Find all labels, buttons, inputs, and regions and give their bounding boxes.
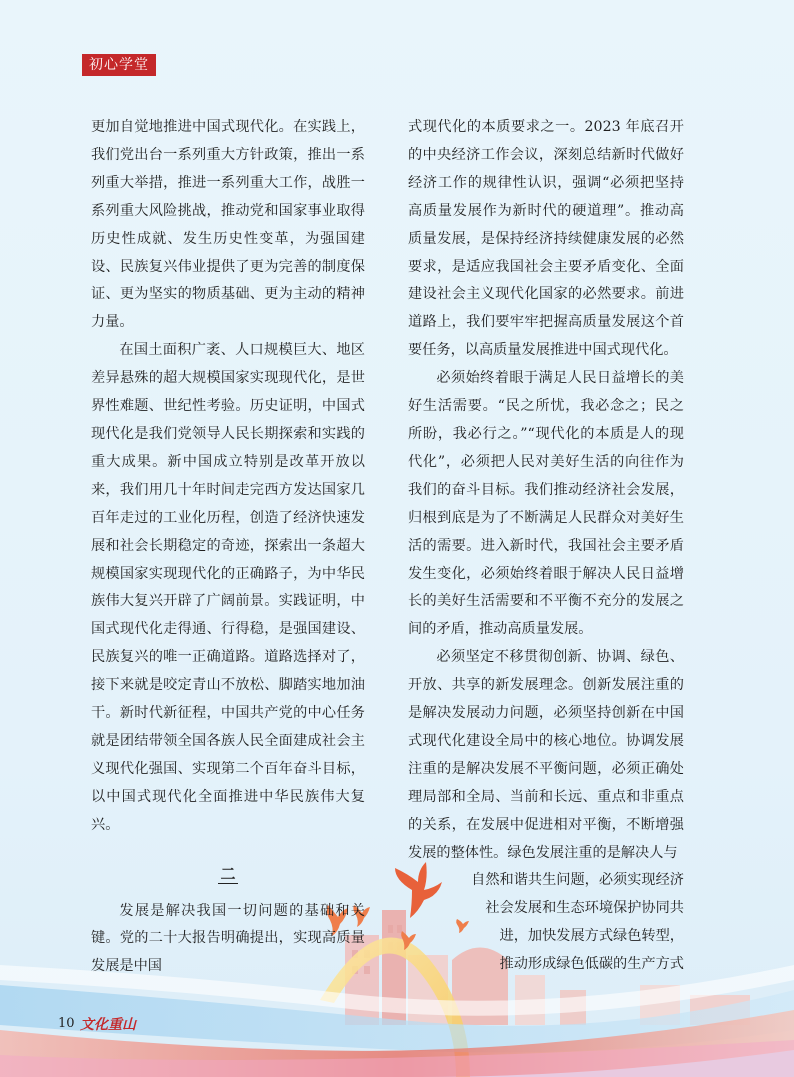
text-line: 社会发展和生态环境保护协同共 xyxy=(485,900,684,917)
text-line: 进，加快发展方式绿色转型， xyxy=(499,928,684,945)
paragraph: 必须坚定不移贯彻创新、协调、绿色、开放、共享的新发展理念。创新发展注重的是解决发展动力问题，必须坚持创新在中国式现代化建设全局中的核心地位。协调发展注重的是解决发展不平衡问题，必须正确处理局部和全局、当前和长远、重点和非重点的关系，在发展中促进相对平衡，不断增强发展的整体性。绿色发展注重的是解决人与 xyxy=(408,649,684,861)
text-line: 推动形成绿色低碳的生产方式 xyxy=(499,956,684,973)
page-number: 10 xyxy=(58,1016,75,1031)
paragraph: 在国土面积广袤、人口规模巨大、地区差异悬殊的超大规模国家实现现代化，是世界性难题、世纪性考验。历史证明，中国式现代化是我们党领导人民长期探索和实践的重大成果。新中国成立特别是改革开放以来，我们用几十年时间走完西方发达国家几百年走过的工业化历程，创造了经济快速发展和社会长期稳定的奇迹，探索出一条超大规模国家实现现代化的正确路子，为中华民族伟大复兴开辟了广阔前景。实践证明，中国式现代化走得通、行得稳，是强国建设、民族复兴的唯一正确道路。道路选择对了，接下来就是咬定青山不放松、脚踏实地加油干。新时代新征程，中国共产党的中心任务就是团结带领全国各族人民全面建成社会主义现代化强国、实现第二个百年奋斗目标，以中国式现代化全面推进中华民族伟大复兴。 xyxy=(91,342,365,833)
shaped-text-tail xyxy=(408,867,684,979)
paragraph: 更加自觉地推进中国式现代化。在实践上，我们党出台一系列重大方针政策，推出一系列重大举措，推进一系列重大工作，战胜一系列重大风险挑战，推动党和国家事业取得历史性成就、发生历史性变革，为强国建设、民族复兴伟业提供了更为完善的制度保证、更为坚实的物质基础、更为主动的精神力量。 xyxy=(91,119,365,331)
paragraph: 发展是解决我国一切问题的基础和关键。党的二十大报告明确提出，实现高质量发展是中国 xyxy=(91,902,365,975)
left-column xyxy=(91,114,365,981)
paragraph: 必须始终着眼于满足人民日益增长的美好生活需要。“民之所忧，我必念之；民之所盼，我必行之。”“现代化的本质是人的现代化”，必须把人民对美好生活的向往作为我们的奋斗目标。我们推动经济社会发展，归根到底是为了不断满足人民群众对美好生活的需要。进入新时代，我国社会主要矛盾发生变化，必须始终着眼于解决人民日益增长的美好生活需要和不平衡不充分的发展之间的矛盾，推动高质量发展。 xyxy=(408,370,684,638)
section-heading xyxy=(91,864,365,884)
section-heading-text: 二 xyxy=(220,864,236,883)
section-label: 初心学堂 xyxy=(82,54,156,76)
text-line: 自然和谐共生问题，必须实现经济 xyxy=(471,872,684,889)
magazine-logo: 文化重山 xyxy=(80,1017,136,1033)
paragraph: 式现代化的本质要求之一。2023 年底召开的中央经济工作会议，深刻总结新时代做好经济工作的规律性认识，强调“必须把坚持高质量发展作为新时代的硬道理”。推动高质量发展，是保持经济持续健康发展的必然要求，是适应我国社会主要矛盾变化、全面建设社会主义现代化国家的必然要求。前进道路上，我们要牢牢把握高质量发展这个首要任务，以高质量发展推进中国式现代化。 xyxy=(408,119,684,359)
right-column xyxy=(408,114,684,979)
